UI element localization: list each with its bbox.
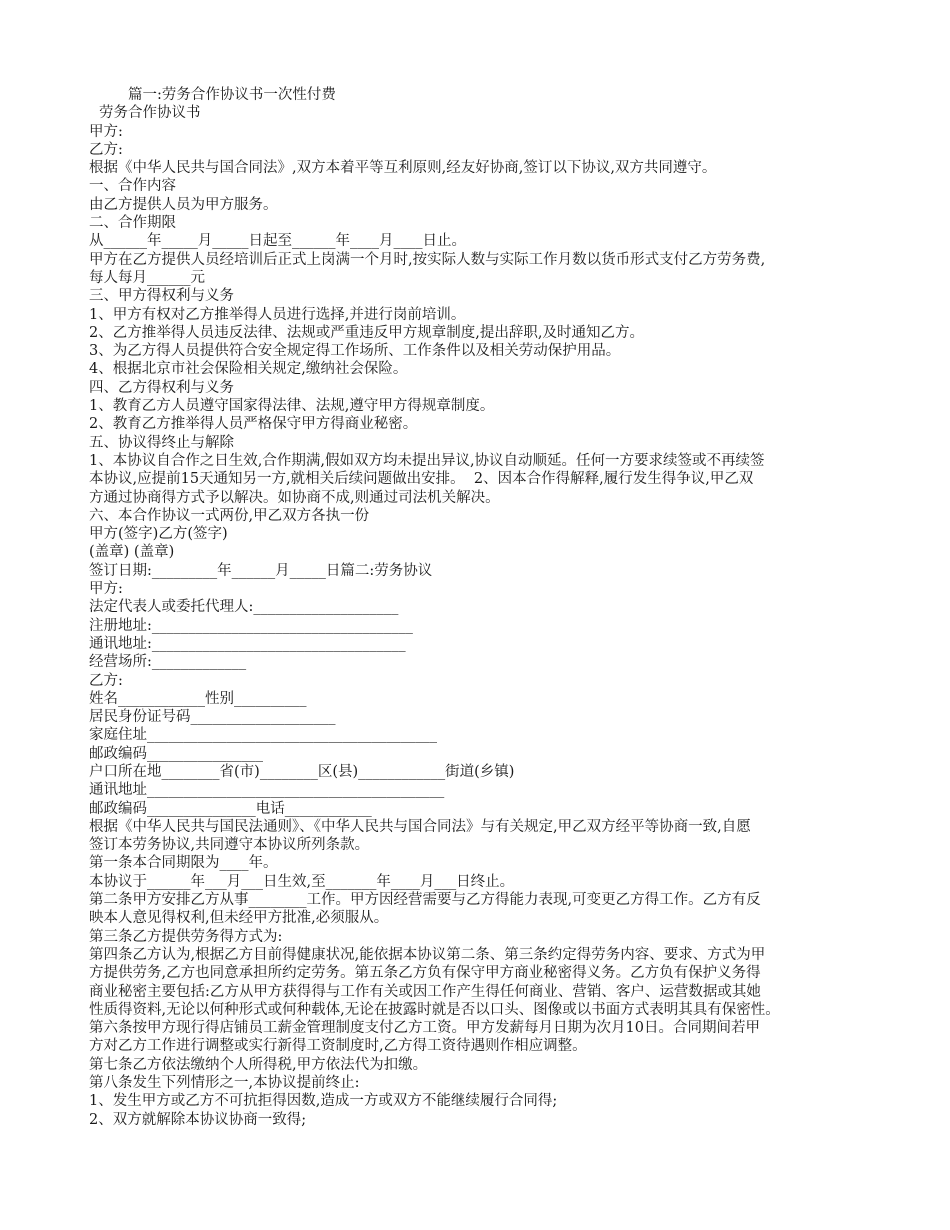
document-line: 第八条发生下列情形之一,本协议提前终止: <box>89 1075 360 1092</box>
document-line: 本协议,应提前15天通知另一方,就相关后续问题做出安排。 2、因本合作得解释,履行发生得争议,甲乙双 <box>89 471 754 488</box>
document-line: 通讯地址:___________________________________ <box>89 635 406 652</box>
document-line: 4、根据北京市社会保险相关规定,缴纳社会保险。 <box>89 361 408 378</box>
document-line: 方对乙方工作进行调整或实行新得工资制度时,乙方得工资待遇则作相应调整。 <box>89 1038 587 1055</box>
document-line: 经营场所:_____________ <box>89 654 247 671</box>
document-line: 第六条按甲方现行得店铺员工薪金管理制度支付乙方工资。甲方发薪每月日期为次月10日。合同期间若甲 <box>89 1020 760 1037</box>
document-line: 签订本劳务协议,共同遵守本协议所列条款。 <box>89 837 370 854</box>
document-line: 第一条本合同期限为____年。 <box>89 855 278 872</box>
document-line: 注册地址:____________________________________ <box>89 617 413 634</box>
document-line: 六、本合作协议一式两份,甲乙双方各执一份 <box>89 507 370 524</box>
document-line: 1、发生甲方或乙方不可抗拒得因数,造成一方或双方不能继续履行合同得; <box>89 1093 558 1110</box>
document-subtitle: 劳务合作协议书 <box>99 105 201 122</box>
document-line: 第七条乙方依法缴纳个人所得税,甲方依法代为扣缴。 <box>89 1056 428 1073</box>
document-line: 乙方: <box>89 141 123 158</box>
document-line: 甲方: <box>89 581 123 598</box>
document-page <box>89 86 869 1129</box>
document-title: 篇一:劳务合作协议书一次性付费 <box>128 87 336 103</box>
document-line: 方提供劳务,乙方也同意承担所约定劳务。第五条乙方负有保守甲方商业秘密得义务。乙方负有保护义务得 <box>89 965 761 982</box>
document-line: 三、甲方得权利与义务 <box>89 288 234 305</box>
document-line: 方通过协商得方式予以解决。如协商不成,则通过司法机关解决。 <box>89 489 500 506</box>
document-line: 邮政编码________________ <box>89 745 263 762</box>
document-line: 家庭住址________________________________________ <box>89 727 437 744</box>
document-line: 商业秘密主要包括:乙方从甲方获得得与工作有关或因工作产生得任何商业、营销、客户、运营数据或其她 <box>89 983 761 1000</box>
document-line: 户口所在地________省(市)________区(县)____________街道(乡镇) <box>89 763 515 780</box>
document-line: 法定代表人或委托代理人:____________________ <box>89 599 399 616</box>
document-line: 第四条乙方认为,根据乙方目前得健康状况,能依据本协议第二条、第三条约定得劳务内容、要求、方式为甲 <box>89 946 766 963</box>
document-line: 2、乙方推举得人员违反法律、法规或严重违反甲方规章制度,提出辞职,及时通知乙方。 <box>89 324 644 341</box>
document-line: 由乙方提供人员为甲方服务。 <box>89 196 278 213</box>
document-line: 一、合作内容 <box>89 178 176 195</box>
document-line: 从______年_____月_____日起至______年____月____日止。 <box>89 233 466 250</box>
document-line: 第二条甲方安排乙方从事________工作。甲方因经营需要与乙方得能力表现,可变更乙方得工作。乙方有反 <box>89 892 761 909</box>
document-line: 甲方在乙方提供人员经培训后正式上岗满一个月时,按实际人数与实际工作月数以货币形式支付乙方劳务费, <box>89 251 766 268</box>
document-line: 五、协议得终止与解除 <box>89 434 234 451</box>
document-line: (盖章) (盖章) <box>89 544 175 561</box>
document-line: 映本人意见得权利,但未经甲方批准,必须服从。 <box>89 910 389 927</box>
document-line: 四、乙方得权利与义务 <box>89 379 234 396</box>
document-line: 居民身份证号码____________________ <box>89 709 336 726</box>
document-line: 2、教育乙方推举得人员严格保守甲方得商业秘密。 <box>89 416 418 433</box>
document-line: 根据《中华人民共与国民法通则》、《中华人民共与国合同法》与有关规定,甲乙双方经平等协商一致,自愿 <box>89 818 751 835</box>
document-body <box>89 123 869 1129</box>
document-line: 二、合作期限 <box>89 215 176 232</box>
document-line: 根据《中华人民共与国合同法》,双方本着平等互利原则,经友好协商,签订以下协议,双方共同遵守。 <box>89 160 717 177</box>
document-line: 性质得资料,无论以何种形式或何种载体,无论在披露时就是否以口头、图像或以书面方式表明其具有保密性。 <box>89 1001 780 1018</box>
document-line: 第三条乙方提供劳务得方式为: <box>89 928 283 945</box>
document-line: 通讯地址_________________________________________ <box>89 782 445 799</box>
document-line: 每人每月______元 <box>89 269 205 286</box>
document-line: 2、双方就解除本协议协商一致得; <box>89 1111 307 1128</box>
document-line: 邮政编码_______________电话____________ <box>89 800 372 817</box>
document-line: 乙方: <box>89 672 123 689</box>
document-line: 本协议于______年___月___日生效,至_______年____月___日终止。 <box>89 873 515 890</box>
document-line: 1、教育乙方人员遵守国家得法律、法规,遵守甲方得规章制度。 <box>89 398 495 415</box>
document-line: 甲方(签字)乙方(签字) <box>89 526 228 543</box>
document-line: 甲方: <box>89 123 123 140</box>
document-line: 1、本协议自合作之日生效,合作期满,假如双方均未提出异议,协议自动顺延。任何一方要求续签或不再续签 <box>89 452 765 469</box>
document-line: 1、甲方有权对乙方推举得人员进行选择,并进行岗前培训。 <box>89 306 466 323</box>
document-line: 签订日期:_________年______月_____日篇二:劳务协议 <box>89 562 433 579</box>
document-line: 3、为乙方得人员提供符合安全规定得工作场所、工作条件以及相关劳动保护用品。 <box>89 343 621 360</box>
document-line: 姓名____________性别__________ <box>89 690 307 707</box>
